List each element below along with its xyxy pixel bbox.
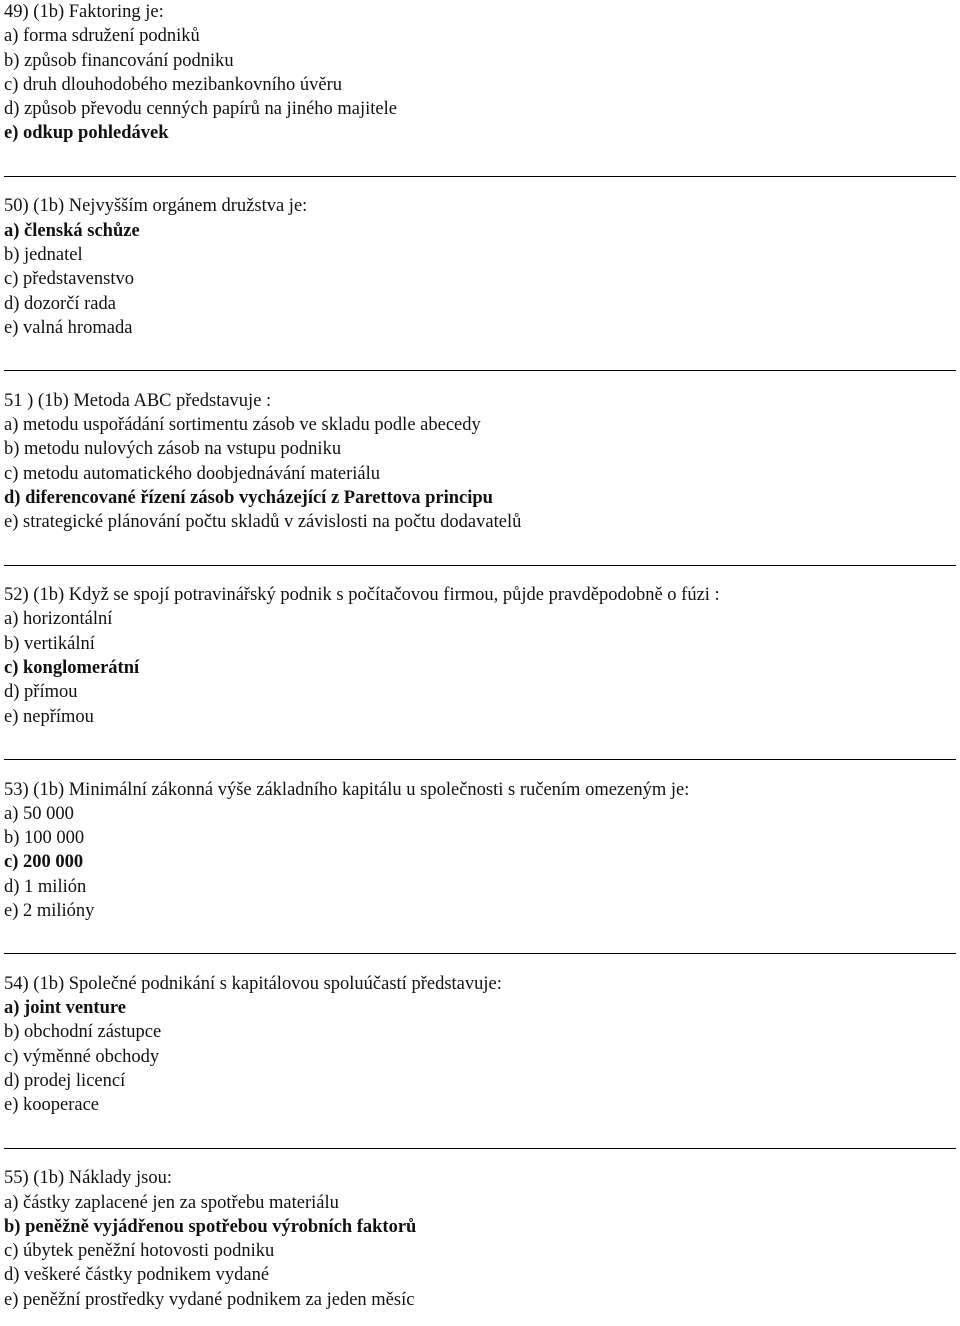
answer-option: b) jednatel: [4, 244, 83, 265]
question-heading: 49) (1b) Faktoring je:: [4, 2, 164, 22]
question-heading: 53) (1b) Minimální zákonná výše základního kapitálu u společnosti s ručením omezeným je:: [4, 779, 690, 800]
answer-option: c) představenstvo: [4, 269, 134, 290]
answer-option: e) peněžní prostředky vydané podnikem za jeden měsíc: [4, 1289, 415, 1310]
answer-option: d) způsob převodu cenných papírů na jiného majitele: [4, 99, 397, 120]
question-block: [4, 778, 956, 924]
answer-option-correct: d) diferencované řízení zásob vycházející z Parettova principu: [4, 487, 493, 508]
answer-option: a) 50 000: [4, 803, 74, 824]
question-heading: 52) (1b) Když se spojí potravinářský podnik s počítačovou firmou, půjde pravděpodobně o fúzi :: [4, 585, 720, 606]
quiz-document: [4, 0, 956, 1312]
question-separator: [4, 146, 956, 195]
answer-option: a) metodu uspořádání sortimentu zásob ve skladu podle abecedy: [4, 415, 481, 436]
answer-option-correct: b) peněžně vyjádřenou spotřebou výrobních faktorů: [4, 1216, 417, 1237]
question-block: [4, 1166, 956, 1312]
answer-option: d) přímou: [4, 682, 78, 703]
question-block: [4, 583, 956, 729]
answer-option: e) nepřímou: [4, 706, 94, 727]
answer-option-correct: a) členská schůze: [4, 220, 140, 241]
question-block: [4, 972, 956, 1118]
answer-option: c) úbytek peněžní hotovosti podniku: [4, 1241, 275, 1262]
answer-option-correct: a) joint venture: [4, 998, 126, 1019]
answer-option: e) strategické plánování počtu skladů v závislosti na počtu dodavatelů: [4, 512, 522, 533]
question-heading: 55) (1b) Náklady jsou:: [4, 1168, 173, 1189]
answer-option: c) druh dlouhodobého mezibankovního úvěru: [4, 74, 343, 95]
answer-option: e) kooperace: [4, 1095, 100, 1116]
question-separator: [4, 729, 956, 778]
answer-option: b) obchodní zástupce: [4, 1022, 162, 1043]
answer-option: e) 2 milióny: [4, 900, 95, 921]
question-block: [4, 389, 956, 535]
answer-option: c) výměnné obchody: [4, 1046, 160, 1067]
answer-option: a) forma sdružení podniků: [4, 26, 200, 47]
answer-option: a) částky zaplacené jen za spotřebu materiálu: [4, 1192, 339, 1213]
question-block: [4, 194, 956, 340]
answer-option: e) valná hromada: [4, 317, 133, 338]
answer-option: b) vertikální: [4, 633, 95, 654]
answer-option: d) prodej licencí: [4, 1071, 126, 1092]
question-separator: [4, 1118, 956, 1167]
answer-option: b) metodu nulových zásob na vstupu podniku: [4, 439, 342, 460]
answer-option: d) dozorčí rada: [4, 293, 116, 314]
answer-option: d) veškeré částky podnikem vydané: [4, 1265, 270, 1286]
question-separator: [4, 340, 956, 389]
question-separator: [4, 923, 956, 972]
answer-option-correct: c) 200 000: [4, 852, 84, 873]
answer-option: b) 100 000: [4, 828, 85, 849]
question-heading: 50) (1b) Nejvyšším orgánem družstva je:: [4, 196, 308, 217]
question-heading: 54) (1b) Společné podnikání s kapitálovou spoluúčastí představuje:: [4, 973, 502, 994]
answer-option-correct: e) odkup pohledávek: [4, 123, 169, 144]
answer-option: b) způsob financování podniku: [4, 50, 234, 71]
answer-option: c) metodu automatického doobjednávání materiálu: [4, 463, 381, 484]
answer-option: a) horizontální: [4, 609, 113, 630]
question-block: [4, 0, 956, 146]
question-heading: 51 ) (1b) Metoda ABC představuje :: [4, 390, 272, 411]
question-separator: [4, 535, 956, 584]
answer-option-correct: c) konglomerátní: [4, 658, 140, 679]
answer-option: d) 1 milión: [4, 876, 87, 897]
